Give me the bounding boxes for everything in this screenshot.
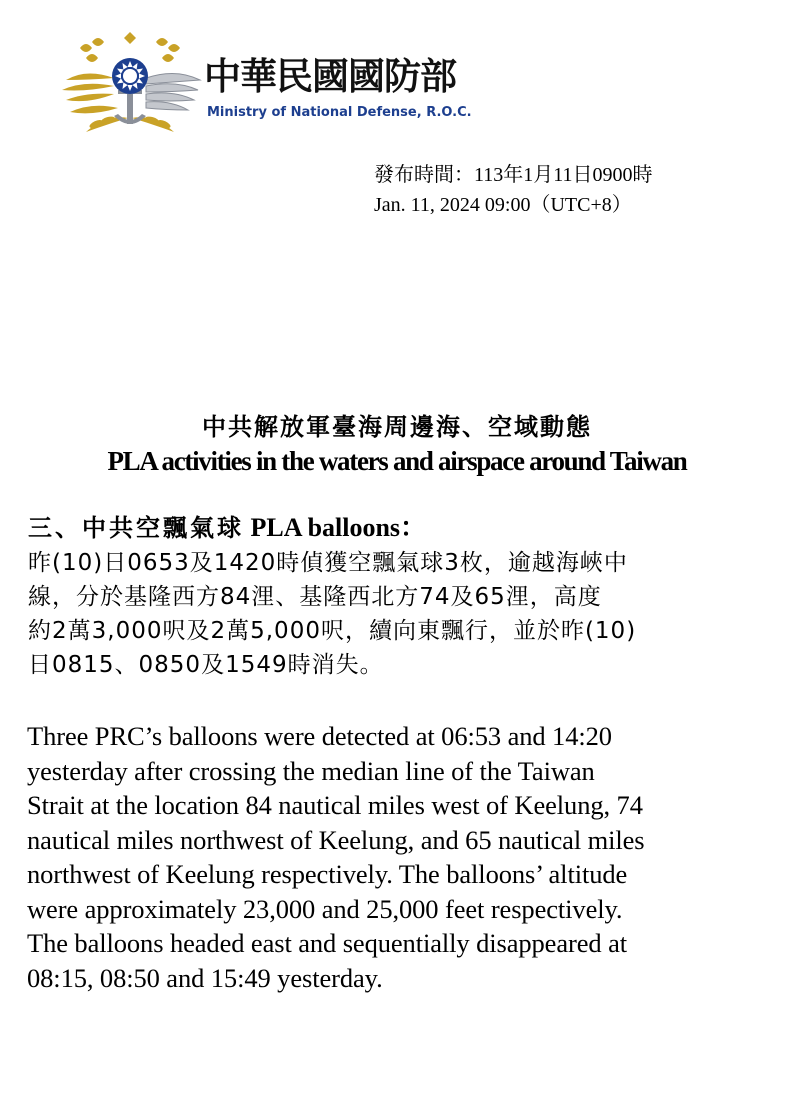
body-en-line: northwest of Keelung respectively. The balloons’ altitude	[27, 859, 628, 889]
body-en-line: Strait at the location 84 nautical miles west of Keelung, 74	[27, 790, 643, 820]
body-zh-line: 線，分於基隆西方84浬、基隆西北方74及65浬，高度	[28, 584, 602, 610]
org-name-en: Ministry of National Defense, R.O.C.	[207, 105, 472, 120]
section-heading-en: PLA balloons：	[244, 513, 427, 542]
body-en-line: yesterday after crossing the median line of the Taiwan	[27, 755, 595, 786]
org-name-zh: 中華民國國防部	[204, 55, 456, 98]
body-en	[27, 719, 787, 995]
section-heading-zh: 三、中共空飄氣球	[28, 514, 244, 542]
title-zh: 中共解放軍臺海周邊海、空域動態	[202, 413, 592, 441]
body-en-line: nautical miles northwest of Keelung, and 65 nautical miles	[27, 824, 645, 855]
body-zh	[28, 546, 776, 682]
mnd-emblem-icon	[56, 28, 204, 138]
body-en-line: The balloons headed east and sequentially disappeared at	[27, 928, 627, 958]
release-time	[374, 160, 653, 220]
section-heading	[28, 512, 426, 544]
body-en-line: were approximately 23,000 and 25,000 feet respectively.	[27, 893, 623, 924]
release-time-zh: 發布時間：113年1月11日0900時	[374, 164, 653, 186]
body-en-line: 08:15, 08:50 and 15:49 yesterday.	[27, 962, 383, 993]
title-en: PLA activities in the waters and airspace around Taiwan	[107, 446, 687, 476]
release-time-en: Jan. 11, 2024 09:00（UTC+8）	[374, 194, 632, 216]
body-zh-line: 約2萬3,000呎及2萬5,000呎，續向東飄行，並於昨(10)	[28, 618, 637, 644]
body-zh-line: 日0815、0850及1549時消失。	[28, 652, 384, 678]
body-zh-line: 昨(10)日0653及1420時偵獲空飄氣球3枚，逾越海峽中	[28, 550, 628, 576]
body-en-line: Three PRC’s balloons were detected at 06:53 and 14:20	[27, 721, 612, 751]
